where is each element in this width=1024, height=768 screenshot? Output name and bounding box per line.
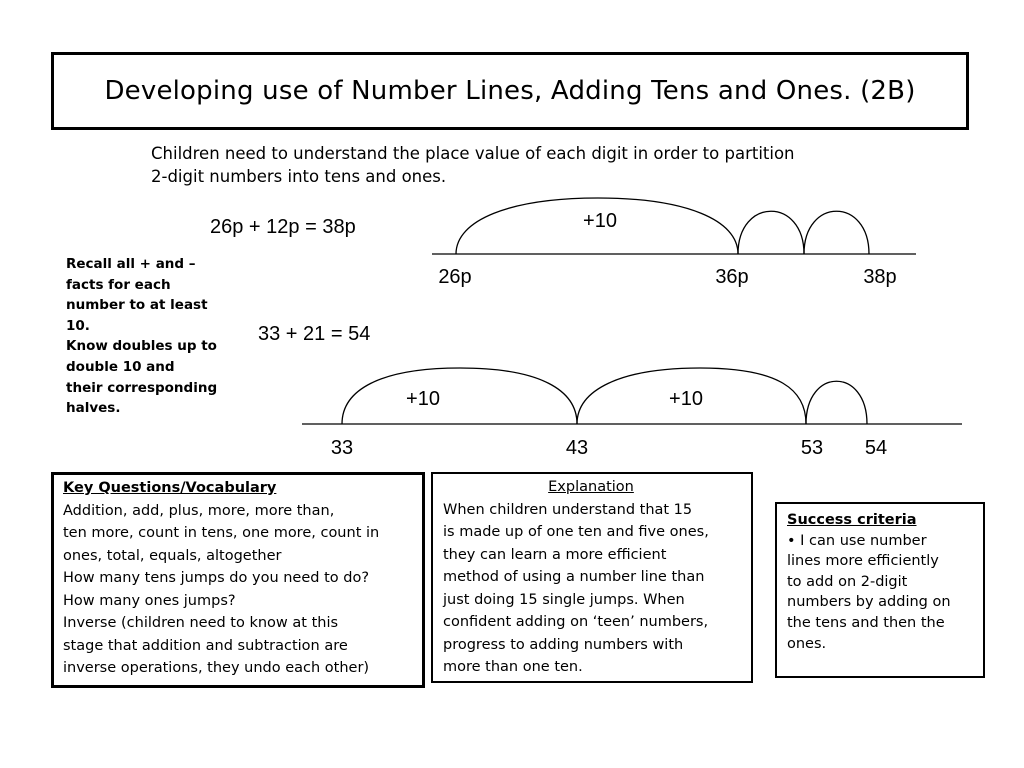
recall-line: their corresponding — [66, 379, 218, 396]
explanation-line: just doing 15 single jumps. When — [443, 591, 685, 608]
recall-line: double 10 and — [66, 358, 175, 375]
intro-line-1: Children need to understand the place value of each digit in order to partition — [151, 144, 795, 163]
key-questions-line: stage that addition and subtraction are — [63, 637, 348, 654]
recall-line: Recall all + and – — [66, 256, 196, 272]
key-questions-heading: Key Questions/Vocabulary — [63, 480, 277, 496]
tick-label: 38p — [863, 266, 897, 288]
recall-line: Know doubles up to — [66, 338, 217, 355]
explanation-heading: Explanation — [548, 479, 634, 495]
jump-arc-tens — [342, 368, 577, 424]
jump-label: +10 — [406, 388, 440, 410]
recall-line: number to at least — [66, 297, 208, 314]
success-criteria-line: ones. — [787, 635, 827, 652]
jump-arc-one — [804, 211, 869, 254]
success-criteria-box — [775, 502, 985, 678]
jump-label: +10 — [669, 388, 703, 410]
success-criteria-heading: Success criteria — [787, 512, 917, 528]
recall-line: facts for each — [66, 276, 171, 293]
tick-label: 54 — [864, 437, 888, 459]
success-criteria-line: to add on 2-digit — [787, 573, 908, 590]
example2-equation: 33 + 21 = 54 — [258, 323, 371, 345]
success-criteria-line: numbers by adding on — [787, 594, 951, 611]
explanation-line: more than one ten. — [443, 659, 583, 675]
key-questions-line: ten more, count in tens, one more, count in — [63, 525, 380, 541]
jump-arc-one — [806, 381, 867, 424]
key-questions-line: Inverse (children need to know at this — [63, 615, 339, 631]
key-questions-line: ones, total, equals, altogether — [63, 547, 282, 564]
key-questions-line: How many ones jumps? — [63, 592, 236, 609]
key-questions-line: inverse operations, they undo each other) — [63, 660, 370, 676]
success-criteria-line: the tens and then the — [787, 614, 945, 631]
recall-line: halves. — [66, 400, 121, 417]
explanation-line: is made up of one ten and five ones, — [443, 524, 709, 540]
explanation-line: progress to adding numbers with — [443, 636, 684, 653]
success-criteria-line: lines more efficiently — [787, 553, 939, 570]
success-criteria-line: • I can use number — [787, 532, 927, 549]
example1-equation: 26p + 12p = 38p — [210, 216, 356, 238]
key-questions-box — [51, 472, 425, 688]
jump-arc-one — [738, 211, 804, 254]
page-title: Developing use of Number Lines, Adding Tens and Ones. (2B) — [104, 76, 916, 106]
tick-label: 26p — [438, 266, 472, 288]
explanation-line: they can learn a more efficient — [443, 546, 667, 563]
explanation-box — [431, 472, 753, 683]
jump-label: +10 — [583, 210, 617, 232]
key-questions-line: How many tens jumps do you need to do? — [63, 570, 370, 586]
tick-label: 33 — [330, 437, 354, 459]
key-questions-line: Addition, add, plus, more, more than, — [63, 502, 335, 519]
tick-label: 43 — [565, 437, 589, 459]
tick-label: 53 — [800, 437, 824, 459]
intro-line-2: 2-digit numbers into tens and ones. — [151, 167, 447, 186]
recall-line: 10. — [66, 317, 90, 334]
explanation-line: method of using a number line than — [443, 569, 705, 585]
explanation-line: confident adding on ‘teen’ numbers, — [443, 614, 709, 630]
explanation-line: When children understand that 15 — [443, 501, 693, 518]
tick-label: 36p — [715, 266, 749, 288]
